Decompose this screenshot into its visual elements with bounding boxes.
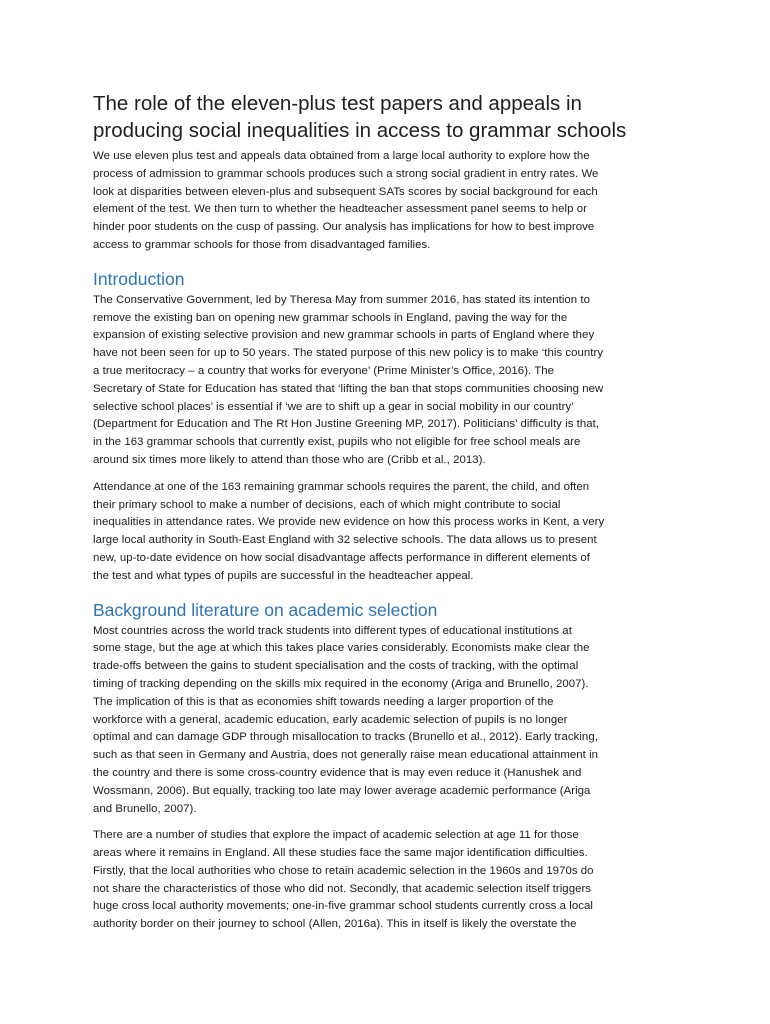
text-line: in the 163 grammar schools that currently exist, pupils who not eligible for free school meals are <box>93 436 581 449</box>
text-line: Firstly, that the local authorities who chose to retain academic selection in the 1960s and 1970s do <box>93 864 594 877</box>
text-line: authority border on their journey to school (Allen, 2016a). This in itself is likely the overstate the <box>93 918 577 931</box>
text-line: There are a number of studies that explore the impact of academic selection at age 11 for those <box>93 829 579 842</box>
document-title <box>93 90 693 144</box>
text-line: and Brunello, 2007). <box>93 802 197 815</box>
text-line: some stage, but the age at which this takes place varies considerably. Economists make clear the <box>93 642 590 655</box>
text-line: trade-offs between the gains to student specialisation and the costs of tracking, with the optimal <box>93 660 579 673</box>
text-line: expansion of existing selective provision and new grammar schools in parts of England where they <box>93 329 595 342</box>
text-line: Most countries across the world track students into different types of educational institutions at <box>93 624 572 637</box>
text-line: We use eleven plus test and appeals data obtained from a large local authority to explore how the <box>93 150 590 162</box>
text-line: Secretary of State for Education has stated that ‘lifting the ban that stops communities choosing new <box>93 382 604 395</box>
text-line: areas where it remains in England. All these studies face the same major identification difficulties. <box>93 847 588 860</box>
text-line: process of admission to grammar schools produces such a strong social gradient in entry rates. We <box>93 167 599 180</box>
text-line: selective school places’ is essential if ‘we are to shift up a gear in social mobility in our country’ <box>93 400 574 413</box>
text-line: new, up-to-date evidence on how social disadvantage affects performance in different elements of <box>93 551 591 564</box>
text-line: timing of tracking depending on the skills mix required in the economy (Ariga and Brunello, 2007). <box>93 677 589 690</box>
text-line: around six times more likely to attend than those who are (Cribb et al., 2013). <box>93 453 486 466</box>
text-line: remove the existing ban on opening new grammar schools in England, paving the way for the <box>93 311 568 324</box>
text-line: hinder poor students on the cusp of passing. Our analysis has implications for how to best improve <box>93 221 595 234</box>
abstract-paragraph <box>93 148 693 255</box>
document-page <box>93 90 693 934</box>
text-line: Attendance at one of the 163 remaining grammar schools requires the parent, the child, and often <box>93 480 590 493</box>
text-line: huge cross local authority movements; one-in-five grammar school students currently cross a local <box>93 900 593 913</box>
text-line: The Conservative Government, led by Theresa May from summer 2016, has stated its intention to <box>93 293 590 306</box>
title-line: The role of the eleven-plus test papers and appeals in <box>93 92 582 115</box>
text-line: optimal and can damage GDP through misallocation to tracks (Brunello et al., 2012). Early tracking, <box>93 731 598 744</box>
text-line: element of the test. We then turn to whether the headteacher assessment panel seems to help or <box>93 203 587 216</box>
title-line: producing social inequalities in access to grammar schools <box>93 119 627 142</box>
text-line: such as that seen in Germany and Austria, does not generally raise mean educational attainment in <box>93 749 599 762</box>
text-line: have not been seen for up to 50 years. The stated purpose of this new policy is to make ‘this country <box>93 347 604 360</box>
text-line: the test and what types of pupils are successful in the headteacher appeal. <box>93 569 474 582</box>
text-line: Wossmann, 2006). But equally, tracking too late may lower average academic performance (Ariga <box>93 784 591 797</box>
text-line: large local authority in South-East England with 32 selective schools. The data allows us to present <box>93 534 597 547</box>
text-line: a true meritocracy – a country that works for everyone’ (Prime Minister’s Office, 2016). The <box>93 364 555 377</box>
body-paragraph <box>93 623 693 819</box>
text-line: not share the characteristics of those who did not. Secondly, that academic selection itself triggers <box>93 882 592 895</box>
body-paragraph <box>93 479 693 586</box>
body-paragraph <box>93 292 693 470</box>
text-line: The implication of this is that as economies shift towards needing a larger proportion of the <box>93 695 554 708</box>
section-heading-introduction: Introduction <box>93 268 185 289</box>
text-line: the country and there is some cross-country evidence that is may even reduce it (Hanushek and <box>93 766 582 779</box>
text-line: workforce with a general, academic education, early academic selection of pupils is no longer <box>93 713 568 726</box>
body-paragraph <box>93 827 693 934</box>
section-heading-background-literature: Background literature on academic selection <box>93 599 438 620</box>
text-line: their primary school to make a number of decisions, each of which might contribute to social <box>93 498 561 511</box>
text-line: access to grammar schools for those from disadvantaged families. <box>93 238 431 251</box>
text-line: (Department for Education and The Rt Hon Justine Greening MP, 2017). Politicians’ difficulty is that, <box>93 418 600 431</box>
text-line: inequalities in attendance rates. We provide new evidence on how this process works in Kent, a very <box>93 516 605 529</box>
text-line: look at disparities between eleven-plus and subsequent SATs scores by social background for each <box>93 185 598 198</box>
